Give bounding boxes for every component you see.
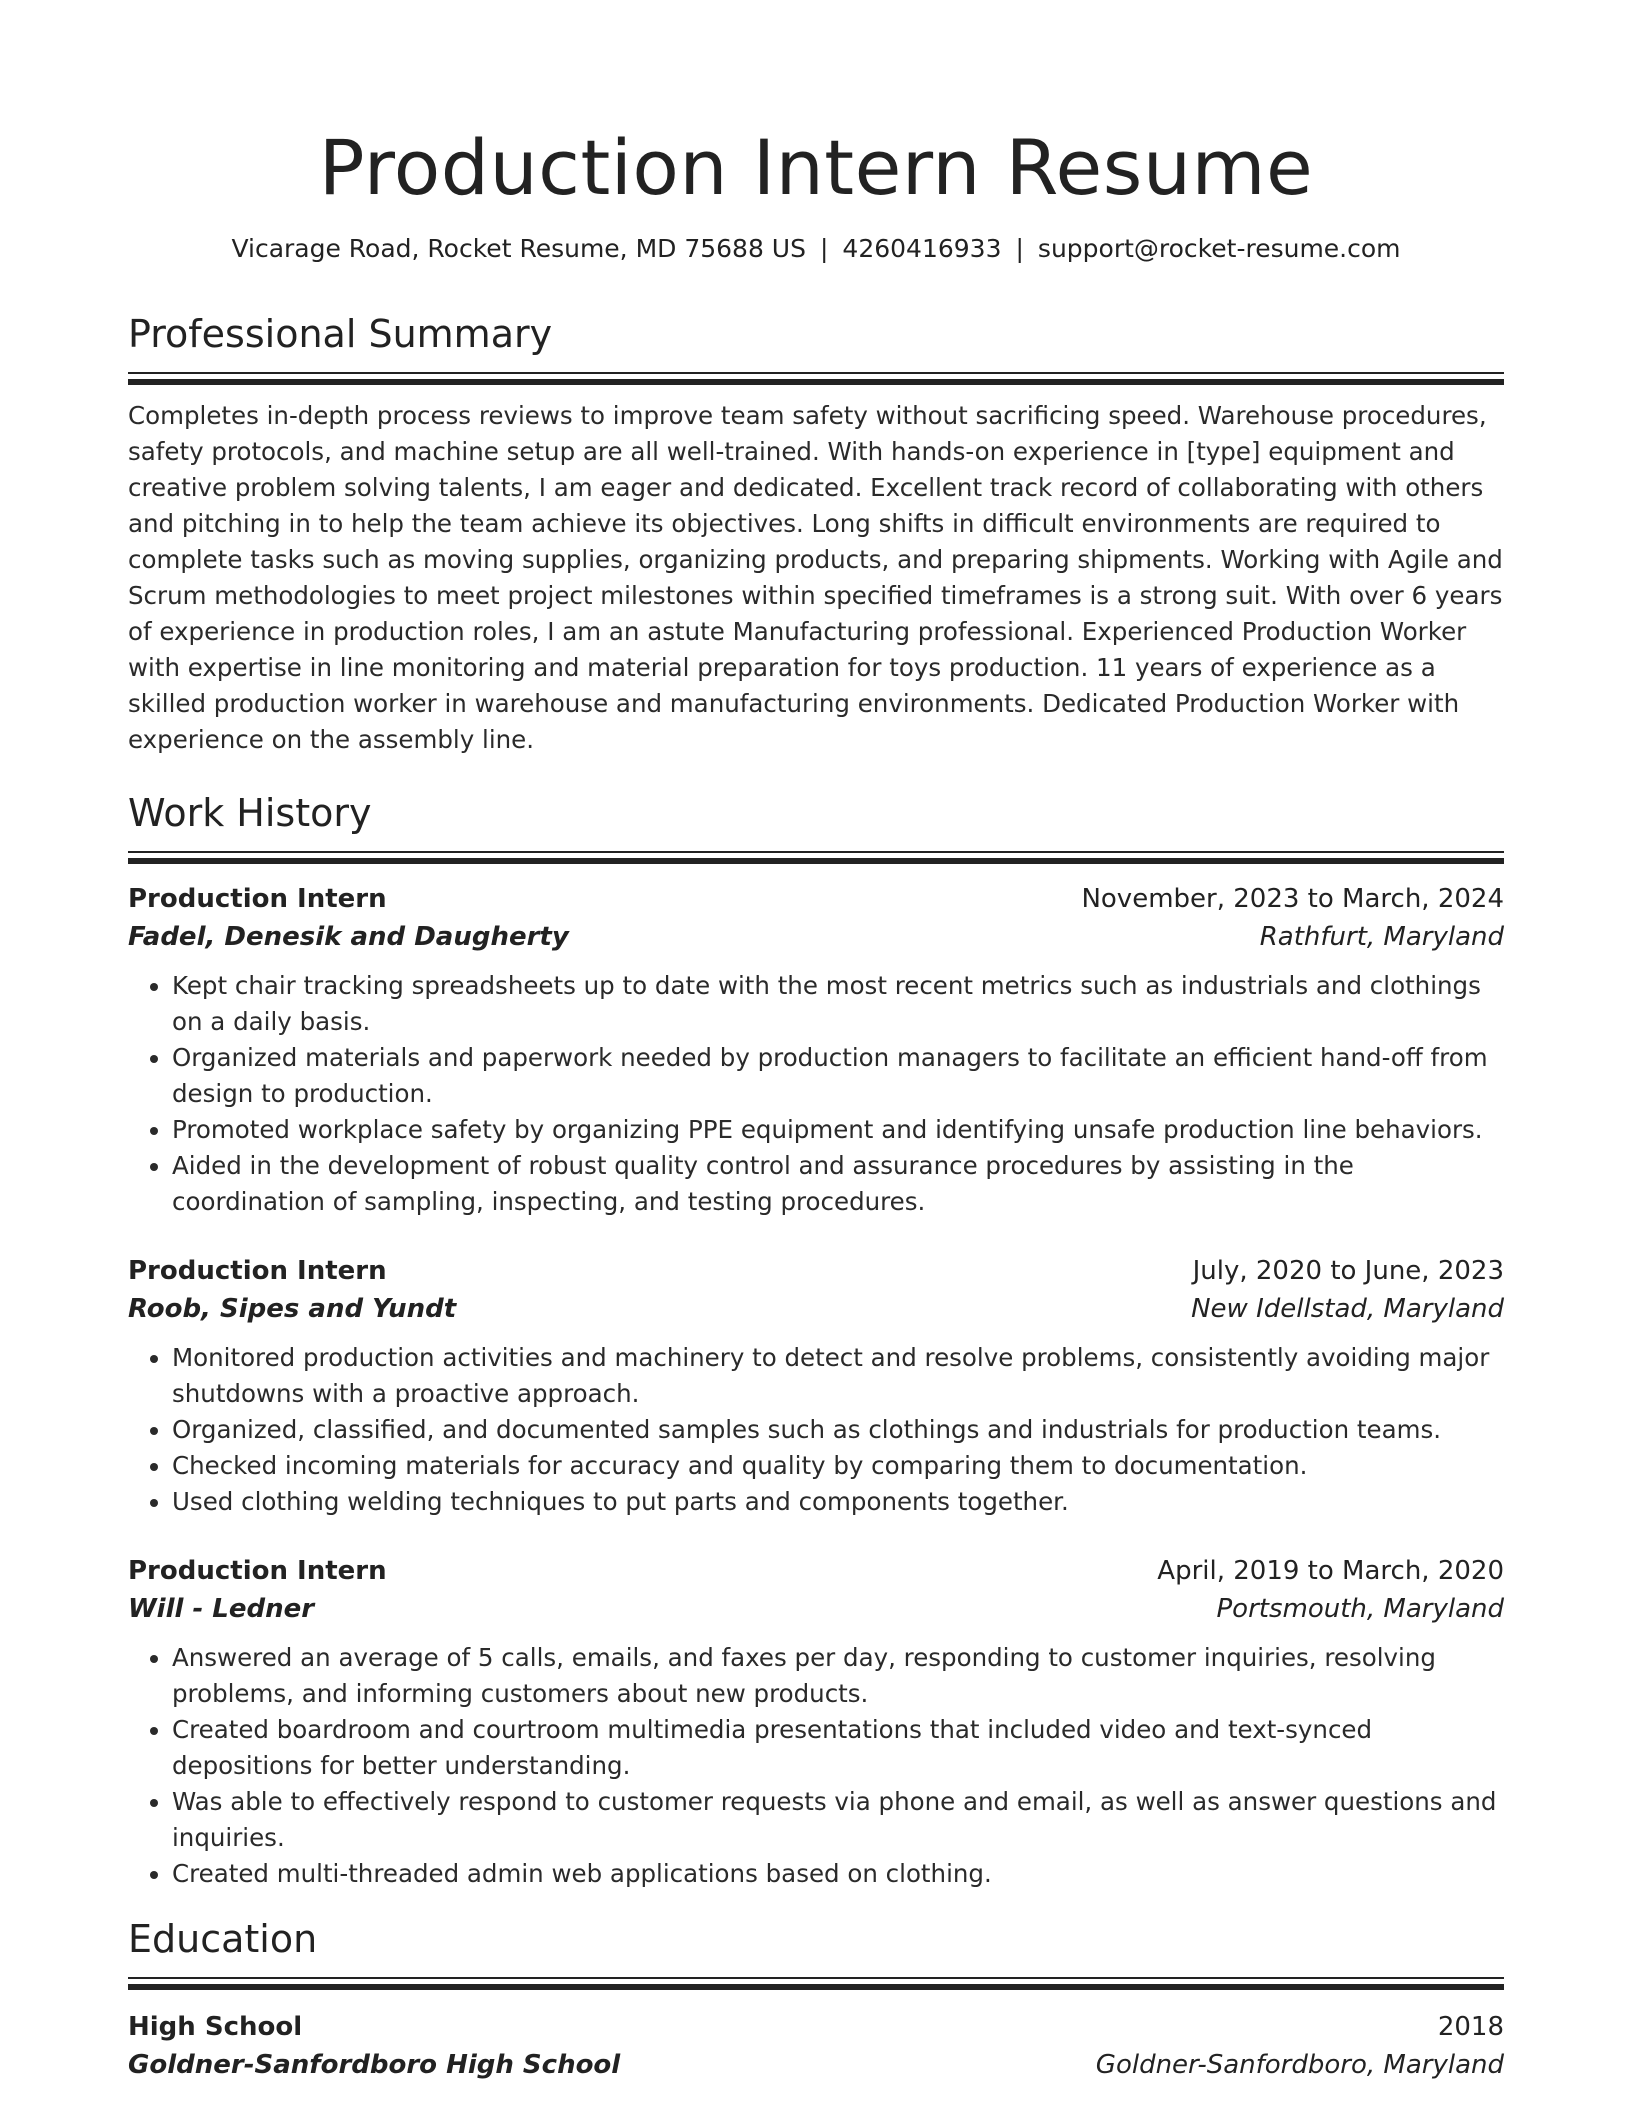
contact-separator: | [819, 234, 829, 263]
work-history-section [128, 788, 1504, 1892]
section-divider [128, 851, 1504, 864]
summary-section [128, 309, 1504, 758]
job-title: Production Intern [128, 1556, 387, 1586]
job-dates: July, 2020 to June, 2023 [1192, 1256, 1504, 1286]
education-heading: Education [128, 1917, 318, 1961]
job-bullet: • Created boardroom and courtroom multimedia presentations that included video and text-synced depositions for better understanding. [172, 1712, 1504, 1784]
contact-line [128, 232, 1504, 266]
job-company: Fadel, Denesik and Daugherty [128, 922, 569, 952]
job-entry [128, 1552, 1504, 1892]
resume-page [128, 0, 1504, 2084]
job-bullet: • Checked incoming materials for accuracy and quality by comparing them to documentation. [172, 1448, 1504, 1484]
job-header [128, 880, 1504, 918]
contact-separator: | [1015, 234, 1024, 263]
job-bullets [128, 1640, 1504, 1892]
summary-heading: Professional Summary [128, 312, 553, 356]
job-title: Production Intern [128, 1256, 387, 1286]
job-title: Production Intern [128, 884, 387, 914]
job-bullet: • Kept chair tracking spreadsheets up to date with the most recent metrics such as industrials and clothings on a daily basis. [172, 968, 1504, 1040]
job-bullets [128, 968, 1504, 1220]
education-header [128, 2008, 1504, 2046]
job-subheader [128, 1590, 1504, 1628]
summary-text: Completes in-depth process reviews to improve team safety without sacrificing speed. Warehouse procedures, safety protocols, and machine setup are all well-trained. With hands-on experience in [type] equipment and creative problem solving talents, I am eager and dedicated. Excellent track record of collaborating with others and pitching in to help the team achieve its objectives. Long shifts in difficult environments are required to complete tasks such as moving supplies, organizing products, and preparing shipments. Working with Agile and Scrum methodologies to meet project milestones within specified timeframes is a strong suit. With over 6 years of experience in production roles, I am an astute Manufacturing professional. Experienced Production Worker with expertise in line monitoring and material preparation for toys production. 11 years of experience as a skilled production worker in warehouse and manufacturing environments. Dedicated Production Worker with experience on the assembly line. [128, 401, 1503, 754]
job-bullet: • Organized, classified, and documented samples such as clothings and industrials for production teams. [172, 1412, 1504, 1448]
job-subheader [128, 918, 1504, 956]
job-header [128, 1552, 1504, 1590]
education-location: Goldner-Sanfordboro, Maryland [1095, 2050, 1504, 2080]
job-location: Rathfurt, Maryland [1259, 922, 1504, 952]
job-entry [128, 1252, 1504, 1520]
job-bullets [128, 1340, 1504, 1520]
job-dates: April, 2019 to March, 2020 [1157, 1556, 1504, 1586]
section-divider [128, 1977, 1504, 1990]
contact-email: support@rocket-resume.com [1037, 234, 1401, 263]
job-company: Will - Ledner [128, 1594, 315, 1624]
contact-address: Vicarage Road, Rocket Resume, MD 75688 US [231, 234, 806, 263]
education-section [128, 1914, 1504, 2084]
education-entry [128, 2008, 1504, 2084]
education-year: 2018 [1437, 2012, 1504, 2042]
contact-phone: 4260416933 [842, 234, 1002, 263]
job-dates: November, 2023 to March, 2024 [1081, 884, 1504, 914]
resume-title: Production Intern Resume [318, 123, 1314, 212]
job-bullet: • Answered an average of 5 calls, emails, and faxes per day, responding to customer inquiries, resolving problems, and informing customers about new products. [172, 1640, 1504, 1712]
job-location: Portsmouth, Maryland [1216, 1594, 1504, 1624]
education-subheader [128, 2046, 1504, 2084]
job-subheader [128, 1290, 1504, 1328]
job-company: Roob, Sipes and Yundt [128, 1294, 457, 1324]
job-header [128, 1252, 1504, 1290]
job-entry [128, 880, 1504, 1220]
education-degree: High School [128, 2012, 303, 2042]
education-school: Goldner-Sanfordboro High School [128, 2050, 621, 2080]
job-bullet: • Organized materials and paperwork needed by production managers to facilitate an efficient hand-off from design to production. [172, 1040, 1504, 1112]
job-bullet: • Created multi-threaded admin web applications based on clothing. [172, 1856, 1504, 1892]
job-location: New Idellstad, Maryland [1191, 1294, 1504, 1324]
job-bullet: • Used clothing welding techniques to put parts and components together. [172, 1484, 1504, 1520]
job-bullet: • Was able to effectively respond to customer requests via phone and email, as well as answer questions and inquiries. [172, 1784, 1504, 1856]
job-bullet: • Promoted workplace safety by organizing PPE equipment and identifying unsafe production line behaviors. [172, 1112, 1504, 1148]
job-bullet: • Aided in the development of robust quality control and assurance procedures by assisting in the coordination of sampling, inspecting, and testing procedures. [172, 1148, 1504, 1220]
work-history-heading: Work History [128, 791, 372, 835]
section-divider [128, 372, 1504, 385]
job-bullet: • Monitored production activities and machinery to detect and resolve problems, consistently avoiding major shutdowns with a proactive approach. [172, 1340, 1504, 1412]
